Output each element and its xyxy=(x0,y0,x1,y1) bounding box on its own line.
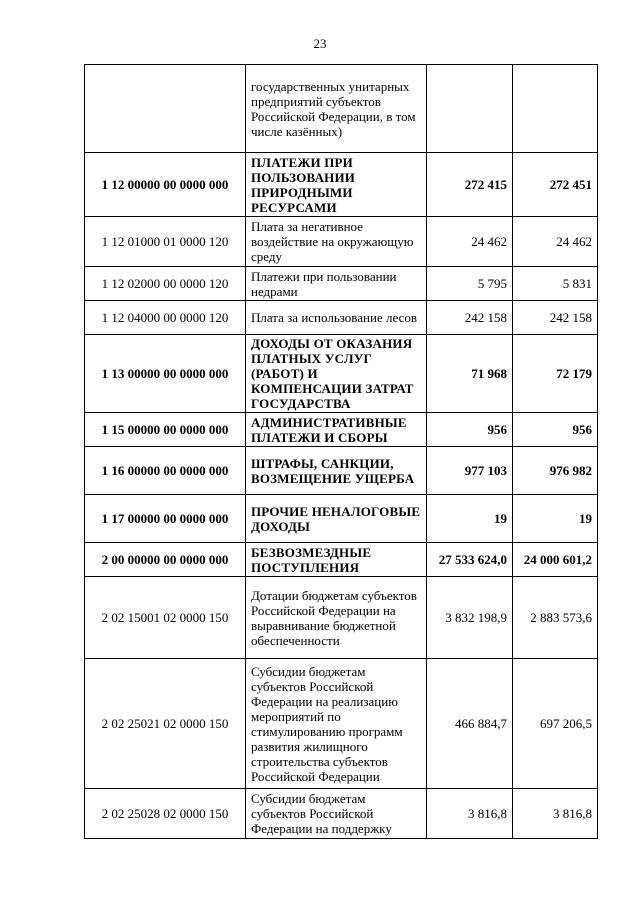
item-name-cell: Субсидии бюджетам субъектов Российской Федерации на реализацию мероприятий по стимулированию программ развития жилищного строительства субъектов Российской Федерации xyxy=(246,659,427,789)
table-row xyxy=(85,789,598,839)
item-name-cell: Платежи при пользовании недрами xyxy=(246,267,427,301)
value-1-cell: 27 533 624,0 xyxy=(427,543,513,577)
value-2-cell: 24 000 601,2 xyxy=(513,543,598,577)
table-row xyxy=(85,495,598,543)
value-1-cell xyxy=(427,65,513,153)
budget-code-cell: 1 17 00000 00 0000 000 xyxy=(85,495,246,543)
budget-code-cell: 1 13 00000 00 0000 000 xyxy=(85,335,246,413)
item-name-cell: ДОХОДЫ ОТ ОКАЗАНИЯ ПЛАТНЫХ УСЛУГ (РАБОТ) И КОМПЕНСАЦИИ ЗАТРАТ ГОСУДАРСТВА xyxy=(246,335,427,413)
item-name-cell: ПЛАТЕЖИ ПРИ ПОЛЬЗОВАНИИ ПРИРОДНЫМИ РЕСУРСАМИ xyxy=(246,153,427,217)
value-2-cell: 24 462 xyxy=(513,217,598,267)
table-row xyxy=(85,267,598,301)
item-name-cell: ПРОЧИЕ НЕНАЛОГОВЫЕ ДОХОДЫ xyxy=(246,495,427,543)
table-row xyxy=(85,153,598,217)
table-row xyxy=(85,217,598,267)
budget-code-cell: 1 15 00000 00 0000 000 xyxy=(85,413,246,447)
value-2-cell: 5 831 xyxy=(513,267,598,301)
budget-code-cell: 2 02 15001 02 0000 150 xyxy=(85,577,246,659)
table-row xyxy=(85,301,598,335)
value-1-cell: 977 103 xyxy=(427,447,513,495)
item-name-cell: ШТРАФЫ, САНКЦИИ, ВОЗМЕЩЕНИЕ УЩЕРБА xyxy=(246,447,427,495)
value-1-cell: 242 158 xyxy=(427,301,513,335)
value-2-cell xyxy=(513,65,598,153)
table-row xyxy=(85,413,598,447)
table-row xyxy=(85,65,598,153)
item-name-cell: Плата за негативное воздействие на окружающую среду xyxy=(246,217,427,267)
item-name-cell: АДМИНИСТРАТИВНЫЕ ПЛАТЕЖИ И СБОРЫ xyxy=(246,413,427,447)
budget-code-cell: 1 12 01000 01 0000 120 xyxy=(85,217,246,267)
value-2-cell: 272 451 xyxy=(513,153,598,217)
table-row xyxy=(85,335,598,413)
value-1-cell: 466 884,7 xyxy=(427,659,513,789)
value-1-cell: 3 832 198,9 xyxy=(427,577,513,659)
item-name-cell: БЕЗВОЗМЕЗДНЫЕ ПОСТУПЛЕНИЯ xyxy=(246,543,427,577)
budget-code-cell: 2 02 25021 02 0000 150 xyxy=(85,659,246,789)
value-2-cell: 697 206,5 xyxy=(513,659,598,789)
value-2-cell: 72 179 xyxy=(513,335,598,413)
item-name-cell: Субсидии бюджетам субъектов Российской Федерации на поддержку xyxy=(246,789,427,839)
budget-code-cell: 1 12 00000 00 0000 000 xyxy=(85,153,246,217)
budget-revenue-table xyxy=(84,64,598,839)
item-name-cell: Дотации бюджетам субъектов Российской Федерации на выравнивание бюджетной обеспеченности xyxy=(246,577,427,659)
value-2-cell: 2 883 573,6 xyxy=(513,577,598,659)
value-1-cell: 24 462 xyxy=(427,217,513,267)
budget-code-cell: 2 02 25028 02 0000 150 xyxy=(85,789,246,839)
table-row xyxy=(85,577,598,659)
table-body xyxy=(85,65,598,839)
page-number: 23 xyxy=(313,36,327,51)
budget-code-cell: 1 12 04000 00 0000 120 xyxy=(85,301,246,335)
budget-code-cell xyxy=(85,65,246,153)
value-1-cell: 956 xyxy=(427,413,513,447)
value-1-cell: 272 415 xyxy=(427,153,513,217)
value-1-cell: 5 795 xyxy=(427,267,513,301)
value-2-cell: 242 158 xyxy=(513,301,598,335)
budget-code-cell: 1 16 00000 00 0000 000 xyxy=(85,447,246,495)
value-1-cell: 71 968 xyxy=(427,335,513,413)
value-2-cell: 956 xyxy=(513,413,598,447)
table-row xyxy=(85,543,598,577)
item-name-cell: государственных унитарных предприятий субъектов Российской Федерации, в том числе казённых) xyxy=(246,65,427,153)
budget-code-cell: 2 00 00000 00 0000 000 xyxy=(85,543,246,577)
value-2-cell: 3 816,8 xyxy=(513,789,598,839)
table-row xyxy=(85,659,598,789)
item-name-cell: Плата за использование лесов xyxy=(246,301,427,335)
value-2-cell: 976 982 xyxy=(513,447,598,495)
value-2-cell: 19 xyxy=(513,495,598,543)
value-1-cell: 19 xyxy=(427,495,513,543)
value-1-cell: 3 816,8 xyxy=(427,789,513,839)
budget-code-cell: 1 12 02000 00 0000 120 xyxy=(85,267,246,301)
table-row xyxy=(85,447,598,495)
